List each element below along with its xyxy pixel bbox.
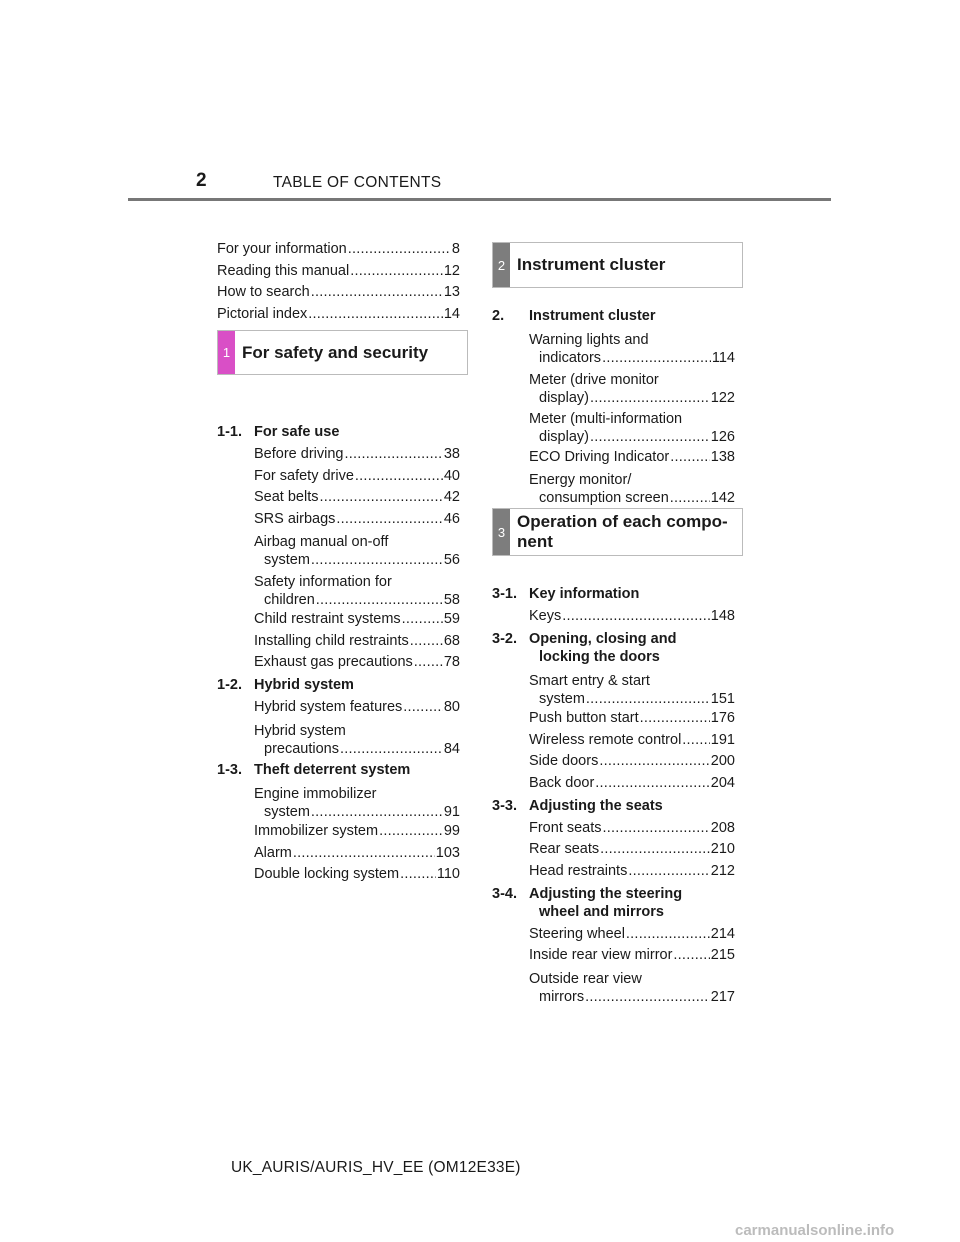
section-heading[interactable]: [217, 761, 460, 779]
section-1-1: [217, 423, 460, 673]
toc-page-number: 38: [443, 446, 460, 462]
toc-entry-title: system: [264, 803, 310, 820]
chapter-2-banner[interactable]: [492, 242, 743, 288]
section-number: 1-3.: [217, 761, 242, 778]
header-rule: [128, 198, 831, 201]
toc-entry-title: Back door: [529, 774, 595, 791]
toc-item: [254, 487, 460, 508]
toc-item: [529, 407, 735, 446]
toc-entry-title: display): [539, 389, 589, 406]
toc-item: [529, 818, 735, 839]
toc-item: [529, 861, 735, 882]
toc-entry-title-line1: Outside rear view: [529, 970, 642, 987]
toc-entry-title: Wireless remote control: [529, 731, 682, 748]
section-title-line1: Hybrid system: [254, 677, 354, 693]
toc-entry-title: Reading this manual: [217, 262, 350, 279]
toc-entry-title-line1: Meter (drive monitor: [529, 371, 659, 388]
toc-entry[interactable]: [254, 444, 460, 465]
toc-page-number: 91: [443, 803, 460, 820]
toc-item: [254, 843, 460, 864]
section-1-2: [217, 676, 460, 758]
toc-item: [254, 570, 460, 609]
toc-leader-dots: [602, 349, 711, 367]
toc-entry-title: Steering wheel: [529, 925, 625, 942]
toc-leader-dots: [311, 551, 443, 569]
toc-entry-title: mirrors: [539, 988, 585, 1005]
toc-entry-title: SRS airbags: [254, 510, 336, 527]
section-3-3: [492, 797, 735, 882]
toc-entry-title: Pictorial index: [217, 305, 308, 322]
toc-page-number: 204: [710, 774, 735, 791]
toc-entry[interactable]: [529, 839, 735, 860]
toc-item: [529, 708, 735, 729]
toc-entry-title: ECO Driving Indicator: [529, 448, 670, 465]
toc-page-number: 56: [443, 552, 460, 568]
toc-leader-dots: [410, 631, 443, 652]
toc-item: [254, 782, 460, 821]
toc-item: [529, 751, 735, 772]
section-title-line1: Adjusting the steering: [529, 885, 683, 902]
toc-item: [529, 945, 735, 966]
toc-entry[interactable]: [254, 487, 460, 508]
toc-entry[interactable]: [254, 609, 460, 630]
toc-entry-title-line1: Smart entry & start: [529, 672, 650, 689]
toc-item: [254, 697, 460, 718]
toc-leader-dots: [590, 389, 710, 407]
toc-page-number: 103: [435, 844, 460, 861]
toc-entry-title: Before driving: [254, 446, 344, 462]
toc-entry[interactable]: [529, 489, 735, 507]
toc-page-number: 42: [443, 489, 460, 505]
toc-leader-dots: [595, 773, 710, 794]
toc-page-number: 217: [710, 988, 735, 1005]
chapter-3-title-line2: nent: [517, 532, 553, 551]
toc-entry-title: Hybrid system features: [254, 699, 403, 715]
toc-entry[interactable]: [529, 349, 735, 367]
toc-leader-dots: [348, 239, 451, 260]
toc-entry[interactable]: [254, 843, 460, 864]
intro-list: [217, 239, 460, 325]
section-title-line2: wheel and mirrors: [539, 903, 664, 920]
toc-page-number: 59: [443, 611, 460, 627]
toc-item: [254, 530, 460, 569]
toc-item: [529, 468, 735, 507]
section-title-line1: For safe use: [254, 424, 340, 440]
toc-page-number: 68: [443, 632, 460, 649]
toc-entry-title-line1: Engine immobilizer: [254, 785, 377, 802]
toc-item: [254, 652, 460, 673]
section-title-line1: Key information: [529, 585, 640, 602]
toc-page-number: 200: [710, 753, 735, 769]
chapter-1-tab: 1: [218, 331, 235, 374]
toc-page-number: 99: [443, 823, 460, 839]
chapter-1-banner[interactable]: [217, 330, 468, 375]
toc-leader-dots: [586, 690, 710, 708]
section-title-line1: Opening, closing and: [529, 630, 677, 647]
toc-page-number: 110: [436, 866, 460, 882]
section-title: [254, 761, 460, 779]
toc-entry-title: Child restraint systems: [254, 611, 401, 627]
toc-entry-title-line1: Energy monitor/: [529, 472, 632, 488]
toc-leader-dots: [403, 697, 443, 718]
toc-leader-dots: [316, 591, 443, 609]
toc-item: [254, 821, 460, 842]
toc-page-number: 151: [710, 690, 735, 707]
section-number: 3-2.: [492, 630, 517, 647]
toc-entry-title: indicators: [539, 350, 602, 366]
section-heading[interactable]: [217, 676, 460, 694]
toc-entry-title-line1: Hybrid system: [254, 722, 346, 739]
toc-leader-dots: [673, 945, 709, 966]
toc-page-number: 126: [710, 429, 735, 445]
toc-entry-title: consumption screen: [539, 490, 669, 506]
section-title: [529, 307, 735, 325]
toc-entry[interactable]: [529, 730, 735, 751]
section-number: 3-3.: [492, 797, 517, 814]
toc-entry[interactable]: [529, 690, 735, 708]
toc-entry[interactable]: [254, 864, 460, 885]
page-header-title: TABLE OF CONTENTS: [273, 174, 442, 191]
toc-entry-title: Push button start: [529, 710, 639, 726]
section-3-2: [492, 630, 735, 794]
section-heading[interactable]: [492, 885, 735, 921]
toc-entry[interactable]: [529, 428, 735, 446]
section-number: 1-2.: [217, 677, 242, 693]
toc-page-number: 148: [710, 607, 735, 624]
section-number: 2.: [492, 308, 505, 324]
section-2: [492, 307, 735, 507]
chapter-2-tab: 2: [493, 243, 510, 287]
section-1-3: [217, 761, 460, 886]
toc-leader-dots: [562, 606, 710, 627]
toc-entry[interactable]: [529, 447, 735, 468]
toc-leader-dots: [336, 509, 442, 530]
section-heading[interactable]: [492, 307, 735, 325]
toc-entry[interactable]: [217, 261, 460, 282]
section-3-1: [492, 585, 735, 627]
toc-leader-dots: [308, 304, 443, 325]
section-title: [529, 585, 735, 603]
toc-page-number: 12: [443, 262, 460, 279]
toc-item: [529, 773, 735, 794]
toc-entry-title-line1: Safety information for: [254, 573, 392, 590]
toc-entry-title-line1: Warning lights and: [529, 332, 649, 348]
toc-page-number: 14: [443, 305, 460, 322]
toc-leader-dots: [603, 818, 710, 839]
toc-entry[interactable]: [254, 740, 460, 758]
toc-page-number: 84: [443, 740, 460, 757]
toc-entry-title: children: [264, 591, 315, 608]
toc-page-number: 208: [710, 819, 735, 836]
toc-entry[interactable]: [254, 631, 460, 652]
toc-entry-title: precautions: [264, 740, 339, 757]
section-title: [254, 676, 460, 694]
toc-page-number: 80: [443, 699, 460, 715]
toc-item: [529, 669, 735, 708]
toc-entry-title: Keys: [529, 607, 562, 624]
toc-entry[interactable]: [254, 803, 460, 821]
toc-item: [254, 864, 460, 885]
section-title-line1: Instrument cluster: [529, 308, 656, 324]
toc-entry[interactable]: [254, 697, 460, 718]
section-number: 1-1.: [217, 424, 242, 440]
toc-entry-title-line1: Meter (multi-information: [529, 411, 683, 427]
toc-leader-dots: [670, 447, 710, 468]
toc-entry[interactable]: [217, 304, 460, 325]
toc-entry[interactable]: [529, 751, 735, 772]
toc-entry-title: Front seats: [529, 819, 602, 836]
toc-item: [529, 368, 735, 407]
toc-entry-title: For safety drive: [254, 467, 354, 484]
toc-leader-dots: [585, 988, 710, 1006]
toc-leader-dots: [626, 924, 710, 945]
toc-page-number: 40: [443, 467, 460, 484]
toc-item: [254, 609, 460, 630]
toc-item: [254, 444, 460, 465]
section-title-line2: locking the doors: [539, 648, 660, 665]
toc-page-number: 114: [711, 350, 735, 366]
toc-leader-dots: [402, 609, 443, 630]
toc-entry-title: How to search: [217, 284, 310, 300]
toc-entry[interactable]: [529, 389, 735, 407]
right-column: [492, 304, 735, 1006]
toc-entry[interactable]: [254, 551, 460, 569]
toc-entry[interactable]: [529, 773, 735, 794]
toc-entry-title: Head restraints: [529, 862, 628, 879]
toc-page-number: 191: [710, 731, 735, 748]
toc-leader-dots: [400, 864, 436, 885]
toc-entry[interactable]: [529, 606, 735, 627]
section-title: [254, 423, 460, 441]
toc-entry[interactable]: [254, 821, 460, 842]
page-number: 2: [196, 170, 207, 191]
section-title: [529, 797, 735, 815]
toc-item: [254, 509, 460, 530]
toc-leader-dots: [414, 652, 443, 673]
section-number: 3-4.: [492, 885, 517, 902]
toc-item: [254, 719, 460, 758]
toc-page-number: 138: [710, 448, 735, 465]
toc-item: [529, 606, 735, 627]
toc-entry[interactable]: [254, 509, 460, 530]
toc-page-number: 142: [710, 490, 735, 506]
toc-entry[interactable]: [254, 591, 460, 609]
toc-leader-dots: [628, 861, 709, 882]
toc-entry[interactable]: [529, 988, 735, 1006]
toc-entry-title: Immobilizer system: [254, 823, 379, 839]
toc-leader-dots: [344, 444, 442, 465]
toc-leader-dots: [355, 466, 443, 487]
toc-leader-dots: [293, 843, 435, 864]
toc-entry[interactable]: [254, 466, 460, 487]
section-heading[interactable]: [492, 797, 735, 815]
toc-page-number: 214: [710, 925, 735, 942]
toc-leader-dots: [682, 730, 710, 751]
toc-entry[interactable]: [254, 652, 460, 673]
toc-page-number: 13: [443, 284, 460, 300]
toc-entry[interactable]: [529, 861, 735, 882]
chapter-3-tab: 3: [493, 509, 510, 555]
toc-leader-dots: [599, 751, 709, 772]
toc-entry-title: system: [539, 690, 585, 707]
toc-entry[interactable]: [529, 818, 735, 839]
watermark: carmanualsonline.info: [735, 1222, 895, 1239]
toc-entry[interactable]: [529, 708, 735, 729]
toc-page-number: 122: [710, 389, 735, 406]
toc-page-number: 215: [710, 947, 735, 963]
toc-entry-title: Rear seats: [529, 841, 600, 857]
toc-item: [254, 631, 460, 652]
section-title-line1: Adjusting the seats: [529, 797, 663, 814]
toc-leader-dots: [590, 428, 710, 446]
toc-page-number: 176: [710, 710, 735, 726]
toc-leader-dots: [320, 487, 443, 508]
section-title: [529, 885, 735, 921]
toc-leader-dots: [350, 261, 443, 282]
section-number: 3-1.: [492, 585, 517, 602]
toc-item: [254, 466, 460, 487]
toc-entry-title: system: [264, 552, 310, 568]
toc-page-number: 8: [451, 241, 460, 257]
chapter-2-title: Instrument cluster: [517, 255, 666, 274]
chapter-1-title: For safety and security: [242, 342, 429, 362]
toc-item: [529, 447, 735, 468]
toc-leader-dots: [379, 821, 443, 842]
toc-entry-title: Inside rear view mirror: [529, 947, 673, 963]
toc-entry-title: Side doors: [529, 753, 599, 769]
section-title-line1: Theft deterrent system: [254, 761, 411, 778]
toc-entry-title-line1: Airbag manual on-off: [254, 534, 389, 550]
chapter-3-title-line1: Operation of each compo-: [517, 512, 728, 531]
toc-entry[interactable]: [217, 282, 460, 303]
section-3-4: [492, 885, 735, 1006]
toc-page-number: 210: [710, 841, 735, 857]
section-title: [529, 630, 735, 666]
footer-model-code: UK_AURIS/AURIS_HV_EE (OM12E33E): [231, 1159, 521, 1176]
section-heading[interactable]: [492, 585, 735, 603]
toc-entry-title: Exhaust gas precautions: [254, 654, 413, 670]
toc-entry-title: Alarm: [254, 844, 292, 861]
toc-entry-title: For your information: [217, 241, 347, 257]
toc-page-number: 58: [443, 591, 460, 608]
toc-page-number: 78: [443, 654, 460, 670]
toc-entry-title: Installing child restraints: [254, 632, 409, 649]
toc-leader-dots: [311, 803, 443, 821]
section-heading[interactable]: [492, 630, 735, 666]
toc-entry-title: Seat belts: [254, 489, 319, 505]
toc-entry[interactable]: [529, 945, 735, 966]
toc-leader-dots: [311, 282, 443, 303]
toc-page-number: 212: [710, 862, 735, 879]
toc-entry[interactable]: [217, 239, 460, 260]
toc-leader-dots: [600, 839, 710, 860]
toc-leader-dots: [670, 489, 710, 507]
toc-entry-title: display): [539, 429, 589, 445]
toc-entry[interactable]: [529, 924, 735, 945]
toc-leader-dots: [340, 740, 443, 758]
toc-page-number: 46: [443, 510, 460, 527]
toc-entry-title: Double locking system: [254, 866, 400, 882]
toc-item: [529, 839, 735, 860]
toc-item: [529, 924, 735, 945]
toc-item: [529, 730, 735, 751]
toc-leader-dots: [640, 708, 710, 729]
toc-item: [529, 328, 735, 367]
section-heading[interactable]: [217, 423, 460, 441]
toc-item: [529, 967, 735, 1006]
